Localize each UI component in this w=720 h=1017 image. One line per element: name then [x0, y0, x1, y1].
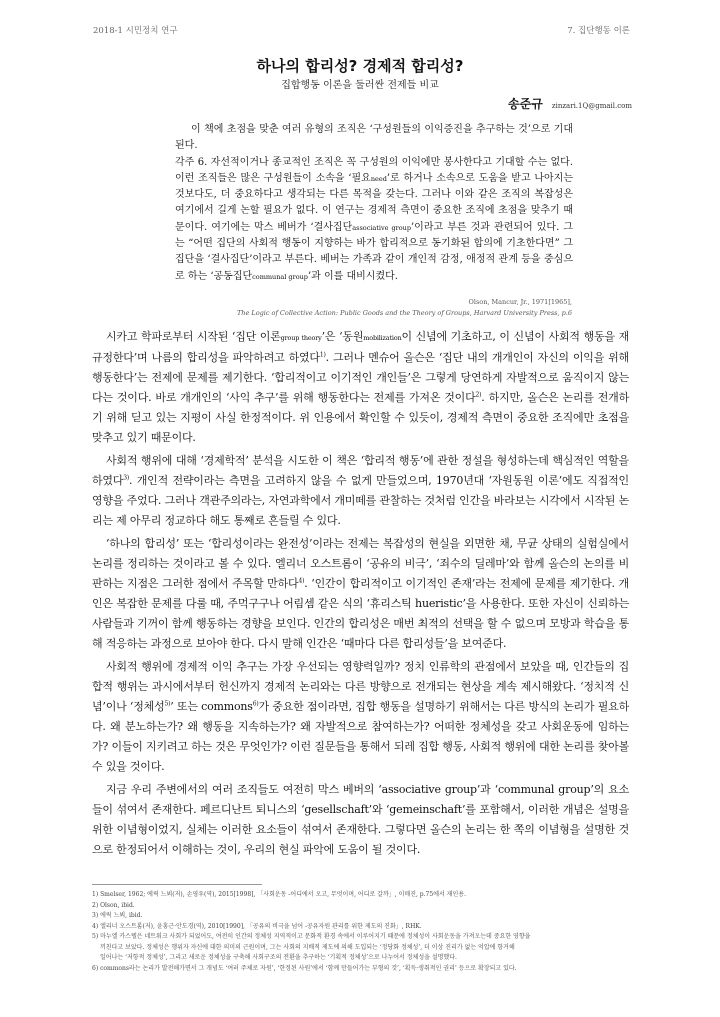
footnote-6: 6) commons라는 논리가 발전해가면서 그 개념도 ‘여러 주체로 자원’, ‘한정된 사원’에서 ‘함께 만들어가는 부형의 것’, ‘획득·생취적인 권리’ 등으로 확장되고 있다.	[92, 964, 517, 972]
footnote-ref[interactable]: 3)	[123, 474, 130, 482]
body-text	[92, 327, 629, 863]
running-header-left: 2018-1 시민정치 연구	[93, 26, 178, 36]
footnote-divider	[92, 884, 262, 885]
body-paragraph-4: 사회적 행위에 경제적 이익 추구는 가장 우선되는 영향력일까? 정치 인류학의 관점에서 보았을 때, 인간들의 집합적 행위는 과시에서부터 헌신까지 경제적 논리와는 다른 방향으로 전개되는 현상을 계속 제시해왔다. ‘정치적 신념’이나 ‘정체성$^{5)}$’ 또는 commons$^{6)}$가 중요한 점이라면, 집합 행동을 설명하기 위해서는 다른 방식의 논리가 필요하다. 왜 분노하는가? 왜 행동을 지속하는가? 왜 자발적으로 참여하는가? 어떠한 정체성을 갖고 사회운동에 임하는가? 이들이 지키려고 하는 것은 무엇인가? 이런 질문들을 통해서 되레 집합 행동, 사회적 행위에 대한 논리를 찾아볼 수 있을 것이다.	[92, 660, 629, 773]
quote-source: Olson, Mancur, Jr., 1971[1965], The Logic of Collective Action: Public Goods and the Theory of Groups, Harvard University Press, p.6	[236, 298, 572, 317]
author-name: 송준규	[508, 97, 543, 111]
footnote-ref[interactable]: 4)	[298, 577, 305, 585]
body-paragraph-3: ‘하나의 합리성’ 또는 ‘합리성이라는 완전성’이라는 전제는 복잡성의 현실을 외면한 채, 무균 상태의 실험실에서 논리를 정리하는 것이라고 볼 수 있다. 엘리너 오스트롬이 ‘공유의 비극’, ‘죄수의 딜레마’와 함께 올슨의 논의를 비판하는 지점은 그러한 점에서 주목할 만하다$^{4)}$. ‘인간이 합리적이고 이기적인 존재’라는 전제에 문제를 제기한다. 개인은 복잡한 문제를 다룰 때, 주먹구구나 어림셈 같은 식의 ‘휴리스틱 hueristic’을 사용한다. 또한 자신이 신뢰하는 사람들과 기꺼이 함께 행동하는 경향을 보인다. 인간의 합리성은 매번 최적의 선택을 할 수 없으며 모방과 학습을 통해 적응하는 과정으로 보아야 한다. 다시 말해 인간은 ‘때마다 다른 합리성들’을 보여준다.	[92, 537, 629, 650]
footnote-1: 1) Smelser, 1962; 에릭 느뵈(저), 손영우(역), 2015[1998], 「사회운동 -어디에서 오고, 무엇이며, 어디로 갈까」, 이매진, p.75에서 재인용.	[92, 891, 466, 898]
paper-title: 하나의 합리성? 경제적 합리성?	[256, 57, 464, 75]
footnote-2: 2) Olson, ibid.	[92, 901, 135, 909]
block-quote	[175, 122, 573, 285]
running-header-right: 7. 집단행동 이론	[567, 26, 630, 36]
body-paragraph-2: 사회적 행위에 대해 ‘경제학적’ 분석을 시도한 이 책은 ‘합리적 행동’에 관한 정설을 형성하는데 핵심적인 역할을 하였다$^{3)}$. 개인적 전략이라는 측면을 고려하지 않을 수 없게 만들었으며, 1970년대 ‘자원동원 이론’에도 직접적인 영향을 주었다. 그러나 객관주의라는, 자연과학에서 개미떼를 관찰하는 것처럼 인간을 바라보는 시각에서 시작된 논리는 제 아무리 정교하다 해도 통째로 흔들릴 수 있다.	[92, 454, 629, 527]
footnote-ref[interactable]: 5)	[164, 700, 171, 708]
footnote-4: 4) 엘리너 오스트롬(저), 윤홍근·안도경(역), 2010[1990], 「공유의 비극을 넘어 -공유자원 관리를 위한 제도의 진화」, RHK.	[92, 922, 422, 930]
paper-subtitle: 집합행동 이론을 둘러싼 전제들 비교	[281, 80, 439, 91]
footnote-5-cont: 일어나는 ‘저항적 정체성’, 그리고 새로운 정체성을 구축해 사회구조의 전환을 추구하는 ‘기획적 정체성’으로 나누어서 정체성을 설명했다.	[100, 954, 457, 961]
footnote-ref[interactable]: 1)	[319, 351, 326, 359]
body-paragraph-5: 지금 우리 주변에서의 여러 조직들도 여전히 막스 베버의 ‘associative group’과 ‘communal group’의 요소들이 섞여서 존재한다. 페르디난트 퇴니스의 ‘gesellschaft’와 ‘gemeinschaft’를 포함해서, 이러한 개념은 설명을 위한 이념형이었지, 실체는 이러한 요소들이 섞여서 존재한다. 그렇다면 올슨의 논리는 한 쪽의 이념형을 설명한 것으로 한정되어서 이해하는 것이, 우리의 현실 파악에 도움이 될 것이다.	[92, 783, 629, 856]
footnote-3: 3) 에릭 느뵈, ibid.	[92, 912, 143, 919]
footnotes	[92, 890, 632, 974]
author-email: zinzari.1Q@gmail.com	[551, 102, 632, 110]
author-block	[508, 93, 632, 112]
quote-paragraph-2: 각주 6. 자선적이거나 종교적인 조직은 꼭 구성원의 이익에만 봉사한다고 기대할 수는 없다. 이런 조직들은 많은 구성원들이 소속을 ‘필요need’로 하거나 소속으로 도움을 받고 나아지는 것보다도, 더 중요하다고 생각되는 다른 목적을 갖는다. 그러나 이와 같은 조직의 복잡성은 여기에서 길게 논할 필요가 없다. 이 연구는 경제적 측면이 중요한 조직에 초점을 맞추기 때문이다. 여기에는 막스 베버가 ‘결사집단associative group’이라고 부른 것과 관련되어 있다. 그는 “어떤 집단의 사회적 행동이 지향하는 바가 합리적으로 동기화된 합의에 기초한다면” 그 집단을 ‘결사집단’이라고 부른다. 베버는 가족과 같이 개인적 감정, 애정적 관계 등을 중심으로 하는 ‘공동집단communal group’과 이를 대비시켰다.	[175, 156, 574, 282]
footnote-5: 5) 마누엘 카스텔은 네트워크 사회가 되었어도, 여전히 인간의 정체성 지역적이고 문화적 환경 속에서 이루어지기 때문에 정체성이 사회운동을 가져오는데 중요한 영향을	[92, 933, 531, 940]
body-paragraph-1: 시카고 학파로부터 시작된 ‘집단 이론group theory’은 ‘동원mobilization이 신념에 기초하고, 이 신념이 사회적 행동을 재규정한다’며 나름의 합리성을 파악하려고 하였다$^{1)}$. 그러나 멘슈어 올슨은 ‘집단 내의 개개인이 자신의 이익을 위해 행동한다’는 전제에 문제를 제기한다. ‘합리적이고 이기적인 개인들’은 그렇게 당연하게 자발적으로 움직이지 않는다는 것이다. 바로 개개인의 ‘사익 추구’를 위해 행동한다는 전제를 가져온 것이다$^{2)}$. 하지만, 올슨은 논리를 전개하기 위해 딛고 있는 지평이 사실 한정적이다. 위 인용에서 확인할 수 있듯이, 경제적 측면이 중요한 조직에만 초점을 맞추고 있기 때문이다.	[92, 330, 630, 444]
footnote-ref[interactable]: 6)	[252, 700, 259, 708]
quote-paragraph-1: 이 책에 초점을 맞춘 여러 유형의 조직은 ‘구성원들의 이익증진을 추구하는 것’으로 기대된다.	[175, 124, 573, 152]
footnote-ref[interactable]: 2)	[475, 391, 482, 399]
footnote-5-cont: 끼친다고 보았다. 정체성은 행위자 자신에 대한 의미의 근원이며, 그는 사회의 지배적 제도에 의해 도입되는 ‘정당화 정체성’, 더 이상 진리가 없는 억압에 항거해	[100, 943, 515, 951]
